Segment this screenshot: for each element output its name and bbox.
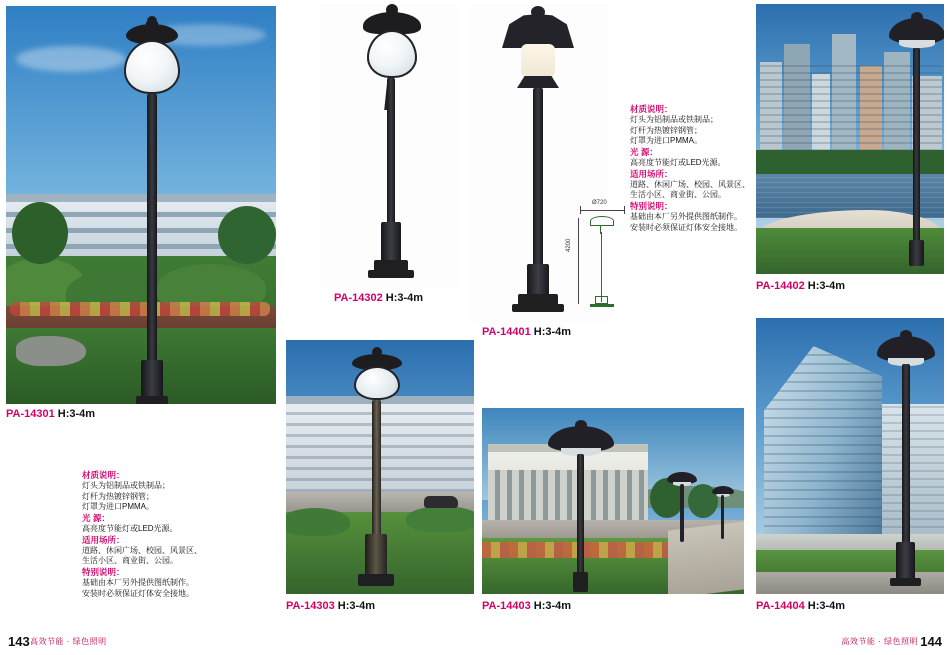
spec-material-line: 灯罩为进口PMMA。 (82, 502, 154, 512)
caption-pa-14403 (482, 600, 571, 612)
product-height: H:3-4m (807, 280, 846, 292)
product-code: PA-14404 (756, 600, 805, 612)
spec-source-line: 高亮度节能灯或LED光源。 (82, 524, 178, 534)
lamp-illustration-pa-14402 (882, 12, 944, 270)
lamp-illustration-pa-14303 (334, 350, 420, 590)
product-height: H:3-4m (337, 600, 376, 612)
spec-note-line: 安装时必须保证灯体安全接地。 (630, 222, 742, 232)
caption-pa-14303 (286, 600, 375, 612)
lamp-illustration-pa-14302 (346, 6, 438, 286)
lamp-illustration-pa-14404 (868, 330, 944, 590)
lamp-illustration-pa-14301 (102, 22, 202, 404)
product-height: H:3-4m (57, 408, 96, 420)
caption-pa-14302 (334, 292, 423, 304)
spec-source-line: 高亮度节能灯或LED光源。 (630, 158, 726, 168)
spec-material-line: 灯杆为热镀锌钢管； (630, 125, 702, 135)
drawing-height-dimension-label: 4200 (566, 238, 572, 252)
product-code: PA-14403 (482, 600, 531, 612)
lamp-illustration-secondary (708, 484, 738, 546)
page-number-left: 143 (8, 634, 30, 649)
page-number-right: 144 (920, 634, 942, 649)
product-code: PA-14302 (334, 292, 383, 304)
product-height: H:3-4m (385, 292, 424, 304)
product-photo-pa-14303 (286, 340, 474, 594)
lamp-illustration-pa-14403 (538, 422, 624, 590)
product-photo-pa-14403 (482, 408, 744, 594)
spec-material-line: 灯头为铝制品或铁制品； (630, 115, 718, 125)
spec-note-line: 基础由本厂另外提供图纸制作。 (82, 578, 194, 588)
spec-usage-line: 道路、休闲广场、校园、风景区、 (82, 545, 202, 555)
spec-source-heading: 光 源： (630, 146, 658, 157)
footer-text-right: 高效节能 · 绿色照明 (841, 637, 918, 646)
caption-pa-14301 (6, 408, 95, 420)
drawing-top-dimension-label: Ø720 (592, 200, 607, 206)
spec-usage-heading: 适用场所： (630, 168, 673, 179)
product-photo-pa-14301 (6, 6, 276, 404)
spec-material-heading: 材质说明： (630, 104, 673, 114)
spec-usage-line: 生活小区、商业街、公园。 (630, 190, 726, 200)
spec-material-heading: 材质说明： (82, 470, 125, 480)
spec-block-left (82, 470, 242, 599)
product-code: PA-14301 (6, 408, 55, 420)
spec-note-line: 基础由本厂另外提供图纸制作。 (630, 212, 742, 222)
product-height: H:3-4m (533, 600, 572, 612)
caption-pa-14401 (482, 326, 571, 338)
spec-material-line: 灯杆为热镀锌钢管； (82, 491, 154, 501)
product-code: PA-14402 (756, 280, 805, 292)
product-code: PA-14303 (286, 600, 335, 612)
spec-source-heading: 光 源： (82, 512, 110, 523)
caption-pa-14402 (756, 280, 845, 292)
spec-usage-heading: 适用场所： (82, 534, 125, 545)
spec-note-line: 安装时必须保证灯体安全接地。 (82, 588, 194, 598)
caption-pa-14404 (756, 600, 845, 612)
spec-material-line: 灯头为铝制品或铁制品； (82, 481, 170, 491)
lamp-illustration-secondary (662, 470, 702, 550)
product-height: H:3-4m (533, 326, 572, 338)
footer-text-left: 高效节能 · 绿色照明 (30, 637, 107, 646)
spec-usage-line: 生活小区、商业街、公园。 (82, 556, 178, 566)
spec-usage-line: 道路、休闲广场、校园、风景区、 (630, 179, 750, 189)
spec-note-heading: 特别说明： (630, 200, 673, 211)
product-photo-pa-14302 (320, 4, 460, 288)
spec-note-heading: 特别说明： (82, 566, 125, 577)
product-code: PA-14401 (482, 326, 531, 338)
product-photo-pa-14402 (756, 4, 944, 274)
product-height: H:3-4m (807, 600, 846, 612)
spec-material-line: 灯罩为进口PMMA。 (630, 136, 702, 146)
product-photo-pa-14404 (756, 318, 944, 594)
